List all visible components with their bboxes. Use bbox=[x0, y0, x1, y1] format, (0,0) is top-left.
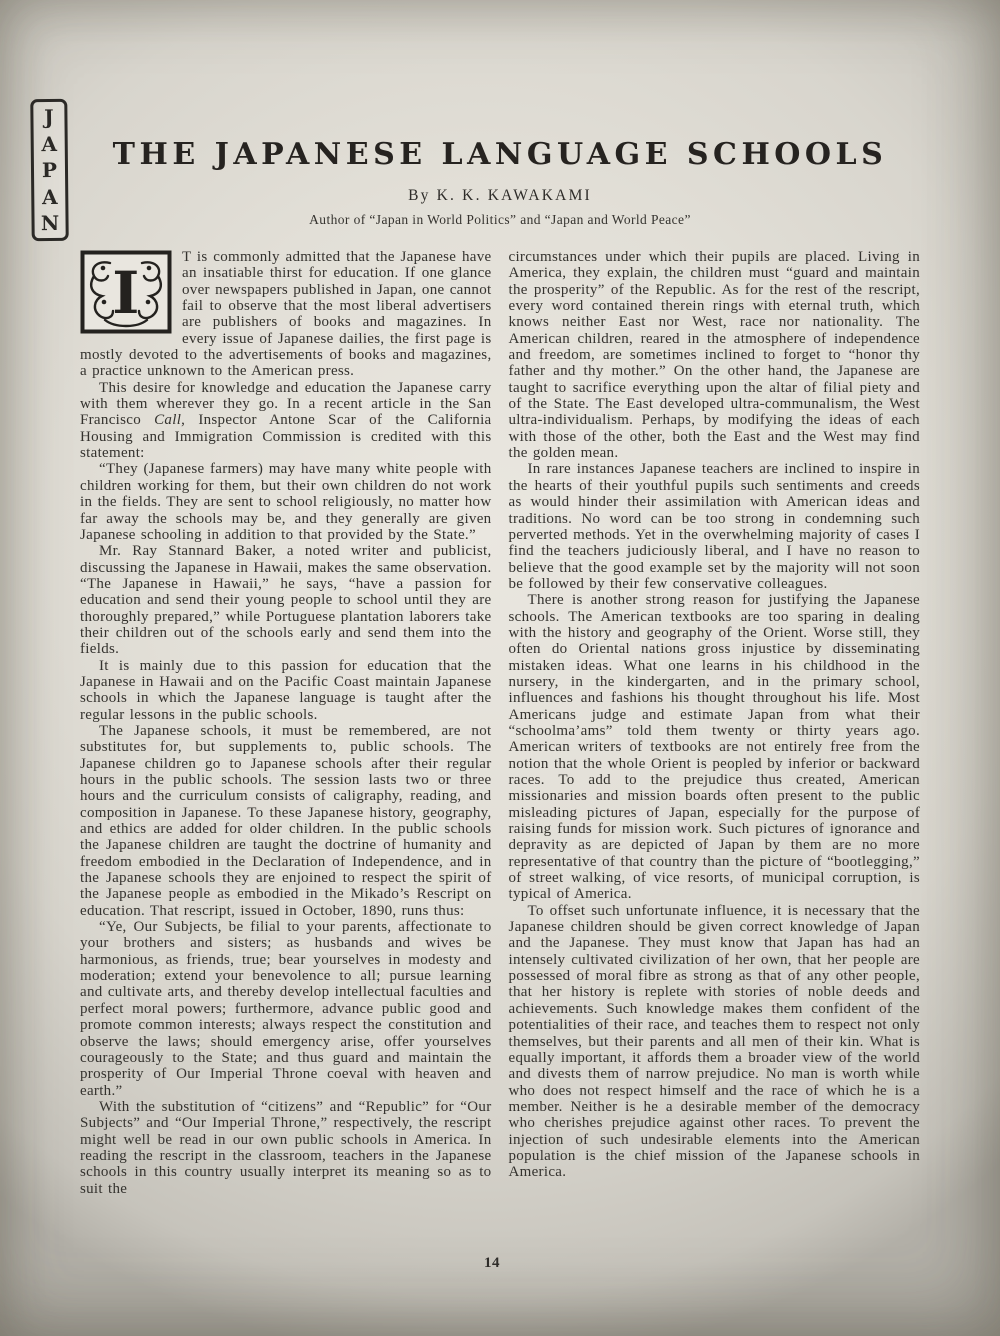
paragraph bbox=[80, 1099, 492, 1197]
text-run: With the substitution of “citizens” and “Republic” for “Our Subjects” and “Our Imperial Throne,” respectively, the rescript might well be read in our own public schools in America. In reading the rescript in the classroom, teachers in the Japanese schools in this country usually interpret its meaning so as to suit the bbox=[80, 1098, 492, 1197]
paragraph bbox=[509, 461, 921, 592]
text-run: To offset such unfortunate influence, it is necessary that the Japanese children should be given correct knowledge of Japan and the Japanese. They must know that Japan has had an intensely cultivated civilization of her own, that her people are possessed of moral fibre as strong as that of any other people, that her history is replete with stories of noble deeds and achievements. Such knowledge makes them confident of the potentialities of their race, and teaches them to respect not only themselves, but their parents and all men of their kin. What is equally important, it affords them a broader view of the world and divests them of narrow prejudice. No man is worth while who does not respect himself and the race of which he is a member. Neither is he a desirable member of the democracy who cherishes prejudice against other races. To prevent the injection of such undesirable elements into the American population is the chief mission of the Japanese schools in America. bbox=[508, 902, 920, 1181]
article-header bbox=[0, 0, 1000, 228]
text-run: In rare instances Japanese teachers are inclined to inspire in the hearts of their youthful pupils such sentiments and creeds as would hinder their assimilation with American ideas and traditions. No word can be too strong in condemning such perverted methods. Yet in the overwhelming majority of cases I find the teachers judiciously liberal, and I have no reason to believe that the good example set by the majority will not soon be followed by their few conservative colleagues. bbox=[508, 461, 920, 592]
text-column-left bbox=[80, 249, 492, 1197]
stamp-letter: A bbox=[41, 131, 58, 156]
text-run: , Inspector Antone Scar of the California Housing and Immigration Commission is credited with this statement: bbox=[80, 412, 492, 462]
text-run: There is another strong reason for justifying the Japanese schools. The American textbooks are too sparing in dealing with the history and geography of the Orient. Worse still, they often do Oriental nations gross injustice by disseminating mistaken ideas. What one learns in his childhood in the nursery, in the kindergarten, and in the primary school, influences and fashions his thought throughout his life. Most Americans judge and estimate Japan from what their “schoolma’ams” told them twenty or thirty years ago. American writers of textbooks are not entirely free from the notion that the whole Orient is peopled by inferior or backward races. To add to the prejudice thus created, American missionaries and mission boards often present to the public misleading pictures of Japan, especially for the purpose of raising funds for mission work. Such pictures of ignorance and depravity as are depicted of Japan by them are no more representative of that country than the picture of “bootlegging,” of street walking, of vice resorts, of municipal corruption, is typical of America. bbox=[508, 592, 920, 903]
text-column-right bbox=[509, 249, 921, 1197]
paragraph bbox=[509, 592, 921, 903]
ornate-initial-icon bbox=[80, 250, 172, 334]
stamp-letter: A bbox=[41, 184, 58, 209]
text-run: This desire for knowledge and education the Japanese carry with them wherever they go. In a recent article in the San Francisco bbox=[80, 379, 492, 429]
drop-cap-letter: I bbox=[112, 259, 140, 327]
japan-margin-stamp bbox=[30, 99, 68, 241]
italic-text-run: Call bbox=[154, 412, 182, 429]
text-run: It is mainly due to this passion for education that the Japanese in Hawaii and on the Pacific Coast maintain Japanese schools in which the Japanese language is taught after the regular lessons in the public schools. bbox=[80, 657, 492, 723]
text-run: T is commonly admitted that the Japanese have an insatiable thirst for education. If one glance over newspapers published in Japan, one cannot fail to observe that the most liberal advertisers are publishers of books and magazines. In every issue of Japanese dailies, the first page is mostly devoted to the advertisements of books and magazines, a practice unknown to the American press. bbox=[80, 249, 492, 380]
text-run: “Ye, Our Subjects, be filial to your parents, affectionate to your brothers and sisters; as husbands and wives be harmonious, as friends, true; bear yourselves in modesty and moderation; extend your benevolence to all; pursue learning and cultivate arts, and thereby develop intellectual faculties and perfect moral powers; furthermore, advance public good and promote common interests; always respect the constitution and observe the laws; should emergency arise, offer yourselves courageously to the State; and thus guard and maintain the prosperity of Our Imperial Throne coeval with heaven and earth.” bbox=[80, 919, 492, 1099]
author-credit: Author of “Japan in World Politics” and “Japan and World Peace” bbox=[309, 212, 691, 227]
stamp-letter: N bbox=[40, 210, 60, 236]
page-number: 14 bbox=[484, 1255, 500, 1271]
paragraph bbox=[80, 380, 492, 462]
paragraph bbox=[80, 249, 492, 380]
article-body bbox=[0, 249, 1000, 1197]
paragraph bbox=[80, 723, 492, 919]
paragraph bbox=[80, 543, 492, 657]
byline: By K. K. KAWAKAMI bbox=[408, 187, 592, 204]
stamp-letter: P bbox=[41, 157, 58, 183]
paragraph bbox=[80, 461, 492, 543]
text-run: “They (Japanese farmers) may have many white people with children working for them, but their own children do not work in the fields. They are sent to school religiously, no matter how far away the schools may be, and they generally are given Japanese schooling in addition to that provided by the State.” bbox=[80, 461, 492, 543]
paragraph bbox=[80, 919, 492, 1099]
article-title: THE JAPANESE LANGUAGE SCHOOLS bbox=[112, 137, 888, 172]
text-run: Mr. Ray Stannard Baker, a noted writer and publicist, discussing the Japanese in Hawaii, makes the same observation. “The Japanese in Hawaii,” he says, “have a passion for education and send their young people to school until they are thoroughly prepared,” while Portuguese plantation laborers take their children out of the schools early and send them into the fields. bbox=[80, 543, 492, 658]
text-run: circumstances under which their pupils are placed. Living in America, they explain, the children must “guard and maintain the prosperity” of the Republic. As for the rest of the rescript, every word contained therein rings with eternal truth, which knows neither East nor West, race nor nationality. The American children, reared in the atmosphere of independence and freedom, are sometimes inclined to forget to “honor thy father and thy mother.” On the other hand, the Japanese are taught to sacrifice everything upon the altar of filial piety and of the State. The East developed ultra-communalism, the West ultra-individualism. Perhaps, by modifying the ideas of each with those of the other, both the East and the West may find the golden mean. bbox=[508, 249, 920, 462]
paragraph bbox=[509, 903, 921, 1181]
stamp-letter: J bbox=[44, 104, 54, 130]
paragraph bbox=[509, 249, 921, 461]
paragraph bbox=[80, 658, 492, 723]
text-run: The Japanese schools, it must be remembered, are not substitutes for, but supplements to, public schools. The Japanese children go to Japanese schools after their regular hours in the public schools. The session lasts two or three hours and the curriculum consists of caligraphy, reading, and composition in Japanese. To these Japanese history, geography, and ethics are added for older children. In the public schools the Japanese children are taught the doctrine of humanity and freedom embodied in the Declaration of Independence, and in the Japanese schools they are enjoined to respect the spirit of the Japanese people as embodied in the Mikado’s Rescript on education. That rescript, issued in October, 1890, runs thus: bbox=[80, 722, 492, 919]
